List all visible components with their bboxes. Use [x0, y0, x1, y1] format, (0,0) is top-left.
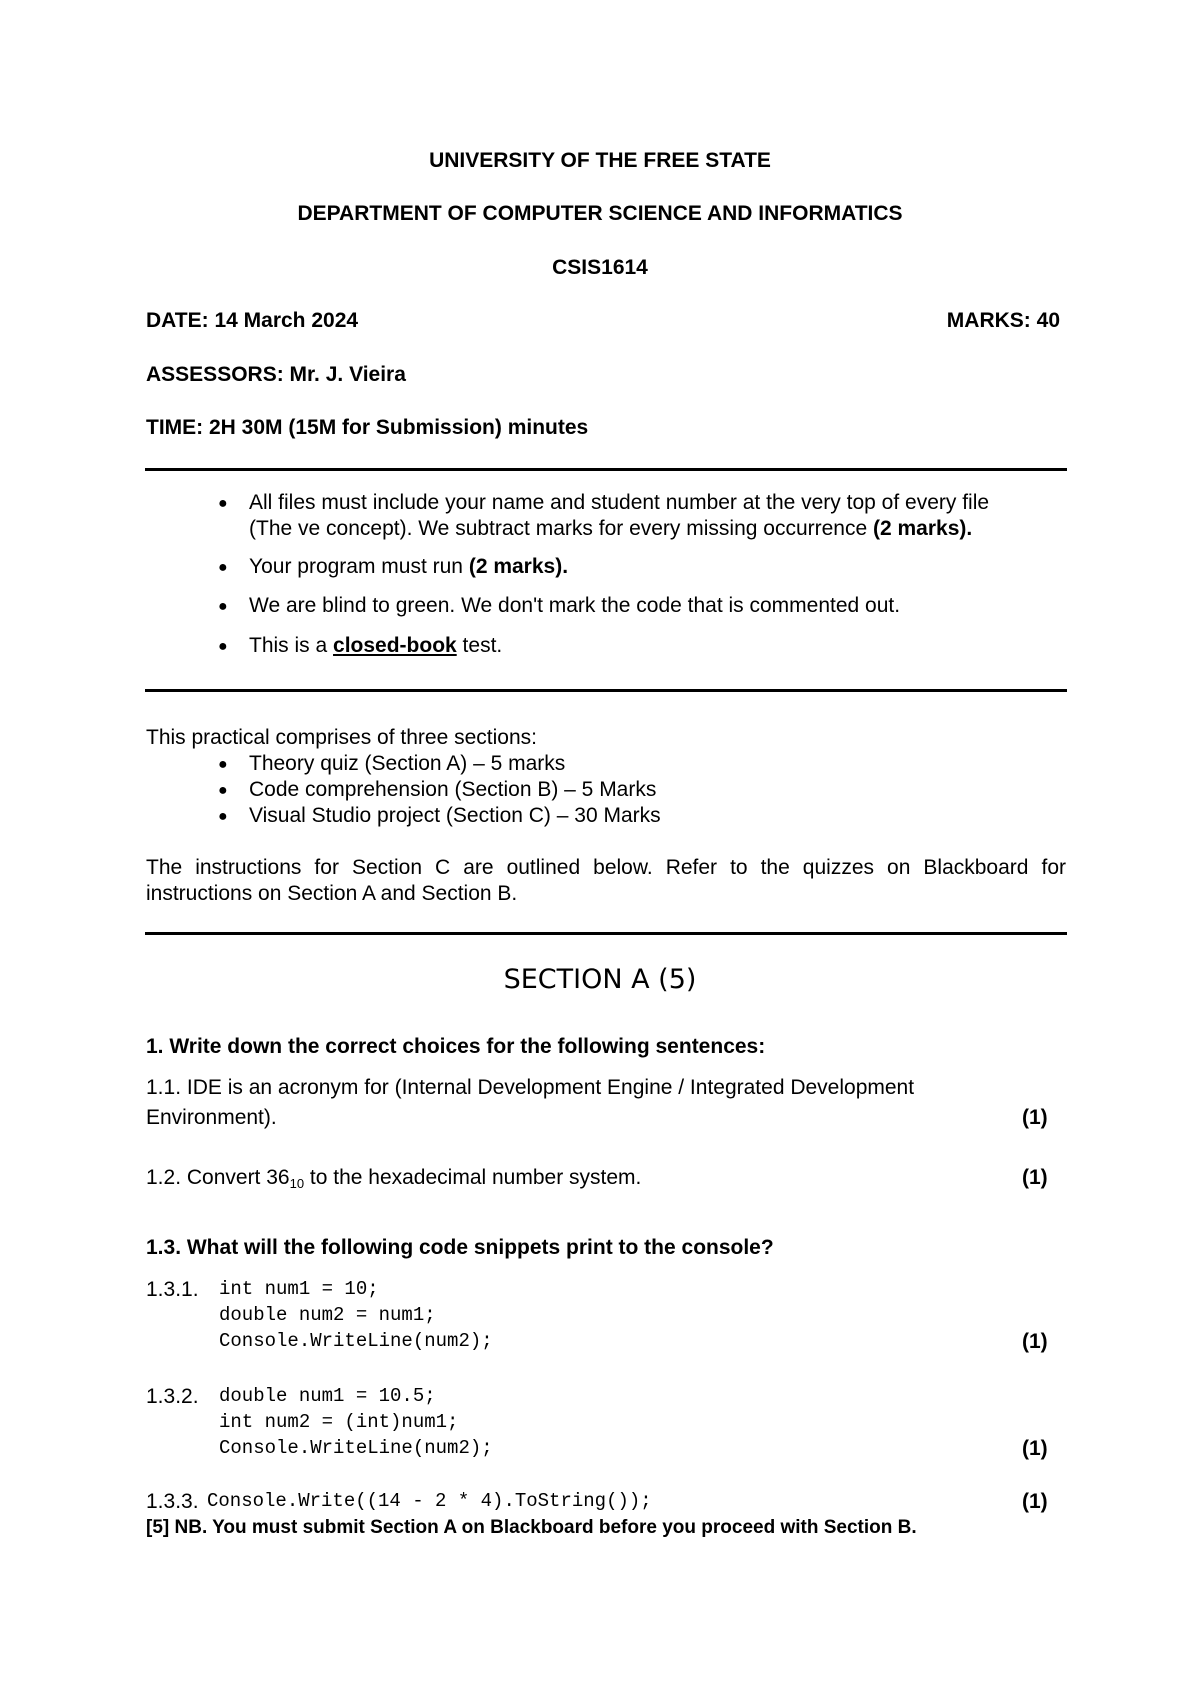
rule-files-marks: (2 marks). — [873, 517, 973, 540]
intro-item: Visual Studio project (Section C) – 30 Marks — [249, 804, 661, 827]
rule-files-line2 — [249, 516, 972, 541]
bullet-icon: ● — [218, 756, 228, 773]
base-subscript: 10 — [289, 1176, 305, 1191]
code-line: Console.WriteLine(num2); — [219, 1330, 493, 1352]
divider-1 — [145, 468, 1067, 471]
rule-closed-book-text-a: This is a — [249, 634, 334, 657]
divider-2 — [145, 689, 1067, 692]
question-1-1-line1: 1.1. IDE is an acronym for (Internal Development Engine / Integrated Development — [146, 1076, 915, 1099]
question-1-3-3-number: 1.3.3. — [146, 1490, 199, 1513]
question-1-1-line2: Environment). — [146, 1106, 277, 1129]
submission-note: [5] NB. You must submit Section A on Blackboard before you proceed with Section B. — [146, 1517, 917, 1538]
bullet-icon: ● — [218, 559, 228, 576]
code-line: double num1 = 10.5; — [219, 1385, 436, 1407]
question-1-2 — [146, 1165, 641, 1190]
date-label: DATE: — [146, 309, 209, 332]
intro-item: Theory quiz (Section A) – 5 marks — [249, 752, 566, 775]
time-line — [146, 415, 588, 440]
question-1-3-1-number: 1.3.1. — [146, 1278, 199, 1301]
code-line: Console.Write((14 - 2 * 4).ToString()); — [207, 1490, 652, 1512]
rule-closed-book-text-c: test. — [456, 634, 503, 657]
course-code: CSIS1614 — [552, 256, 648, 279]
code-line: double num2 = num1; — [219, 1304, 436, 1326]
rule-green: We are blind to green. We don't mark the code that is commented out. — [249, 594, 901, 617]
date-line — [146, 308, 358, 333]
section-a-title: SECTION A (5) — [503, 964, 697, 995]
question-1-3-2-number: 1.3.2. — [146, 1385, 199, 1408]
question-1-3-3-mark: (1) — [1022, 1490, 1048, 1513]
marks-line — [947, 308, 1060, 333]
divider-3 — [145, 932, 1067, 935]
question-1-2-text-a: 1.2. Convert 36 — [146, 1166, 290, 1189]
rule-run-text: Your program must run — [249, 555, 469, 578]
date-value: 14 March 2024 — [214, 309, 359, 332]
rule-run — [249, 554, 568, 579]
university-title: UNIVERSITY OF THE FREE STATE — [429, 149, 771, 172]
intro-instructions-line1: The instructions for Section C are outlined below. Refer to the quizzes on Blackboard for — [146, 856, 1066, 879]
question-1-2-text-b: to the hexadecimal number system. — [304, 1166, 642, 1189]
question-1: 1. Write down the correct choices for the following sentences: — [146, 1035, 766, 1058]
marks-label: MARKS: — [946, 309, 1031, 332]
rule-closed-book — [249, 633, 502, 658]
question-1-1-mark: (1) — [1022, 1106, 1048, 1129]
intro-item: Code comprehension (Section B) – 5 Marks — [249, 778, 657, 801]
code-line: int num2 = (int)num1; — [219, 1411, 459, 1433]
intro-lead: This practical comprises of three sections: — [146, 726, 537, 749]
bullet-icon: ● — [218, 598, 228, 615]
marks-value: 40 — [1036, 309, 1060, 332]
question-1-2-mark: (1) — [1022, 1166, 1048, 1189]
assessors-line — [146, 362, 406, 387]
intro-instructions-line2: instructions on Section A and Section B. — [146, 882, 518, 905]
code-line: int num1 = 10; — [219, 1278, 379, 1300]
bullet-icon: ● — [218, 495, 228, 512]
question-1-3: 1.3. What will the following code snippets print to the console? — [146, 1236, 774, 1259]
department-title: DEPARTMENT OF COMPUTER SCIENCE AND INFORMATICS — [297, 202, 903, 225]
time-label: TIME: — [146, 416, 204, 439]
assessors-label: ASSESSORS: — [146, 363, 284, 386]
code-line: Console.WriteLine(num2); — [219, 1437, 493, 1459]
question-1-3-1-mark: (1) — [1022, 1330, 1048, 1353]
assessors-value: Mr. J. Vieira — [289, 363, 406, 386]
bullet-icon: ● — [218, 808, 228, 825]
rule-run-marks: (2 marks). — [468, 555, 569, 578]
question-1-3-2-mark: (1) — [1022, 1437, 1048, 1460]
bullet-icon: ● — [218, 638, 228, 655]
rule-files-text: (The ve concept). We subtract marks for every missing occurrence — [249, 517, 873, 540]
bullet-icon: ● — [218, 782, 228, 799]
rule-files-line1: All files must include your name and student number at the very top of every file — [249, 491, 990, 514]
time-value: 2H 30M (15M for Submission) minutes — [209, 416, 589, 439]
closed-book-emphasis: closed-book — [333, 634, 457, 657]
